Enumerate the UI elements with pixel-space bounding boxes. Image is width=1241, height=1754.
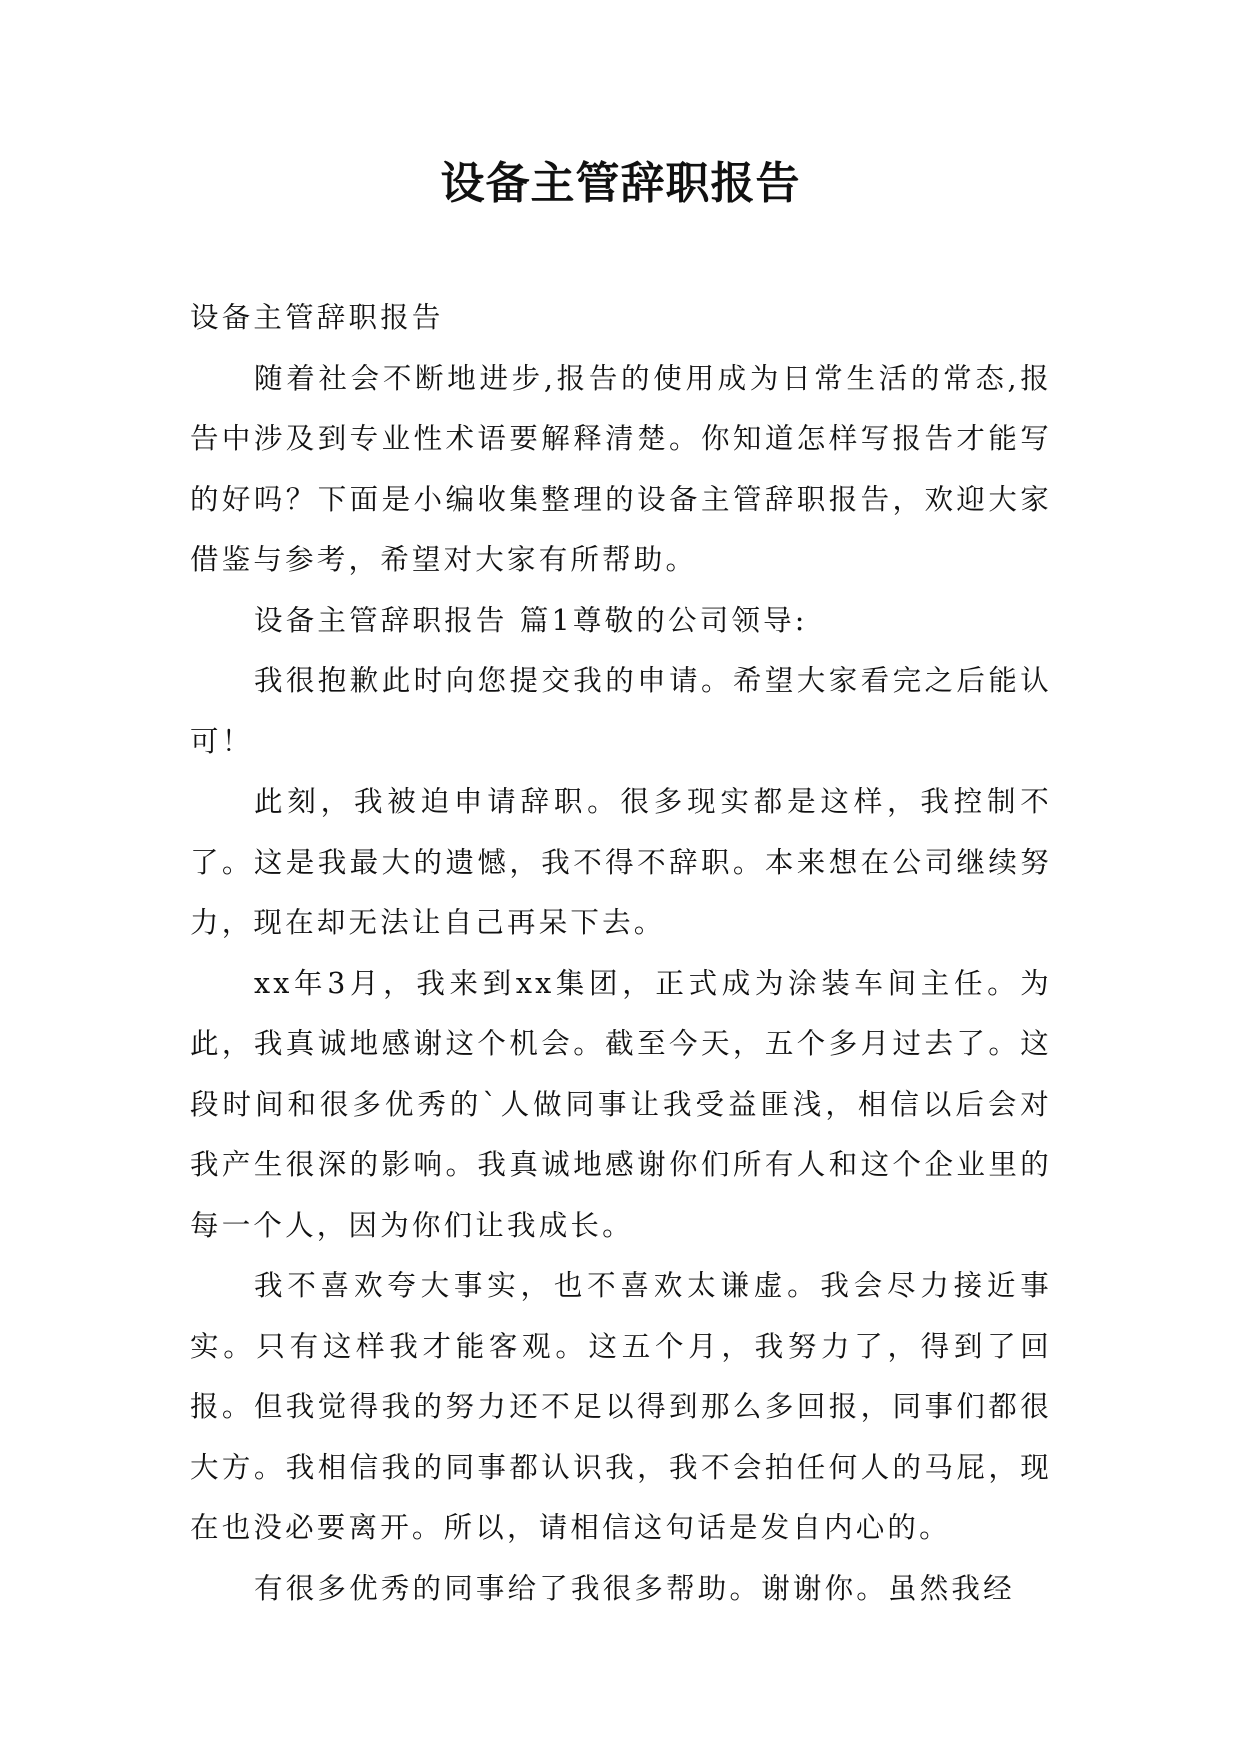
paragraph: 我不喜欢夸大事实，也不喜欢太谦虚。我会尽力接近事实。只有这样我才能客观。这五个月，我努力了，得到了回报。但我觉得我的努力还不足以得到那么多回报，同事们都很大方。我相信我的同事都认识我，我不会拍任何人的马屁，现在也没必要离开。所以，请相信这句话是发自内心的。 — [190, 1269, 1052, 1544]
paragraph: 我很抱歉此时向您提交我的申请。希望大家看完之后能认可！ — [190, 664, 1052, 758]
paragraph: 此刻，我被迫申请辞职。很多现实都是这样，我控制不了。这是我最大的遗憾，我不得不辞职。本来想在公司继续努力，现在却无法让自己再呆下去。 — [190, 785, 1052, 939]
paragraph: 有很多优秀的同事给了我很多帮助。谢谢你。虽然我经 — [254, 1571, 1015, 1605]
paragraph-intro: 随着社会不断地进步,报告的使用成为日常生活的常态,报告中涉及到专业性术语要解释清楚。你知道怎样写报告才能写的好吗？下面是小编收集整理的设备主管辞职报告，欢迎大家借鉴与参考，希望对大家有所帮助。 — [190, 361, 1052, 576]
paragraph-heading: 设备主管辞职报告 — [190, 301, 444, 334]
paragraph: xx年3月，我来到xx集团，正式成为涂装车间主任。为此，我真诚地感谢这个机会。截至今天，五个多月过去了。这段时间和很多优秀的`人做同事让我受益匪浅，相信以后会对我产生很深的影响。我真诚地感谢你们所有人和这个企业里的每一个人，因为你们让我成长。 — [190, 966, 1052, 1242]
document-body — [190, 288, 1052, 1619]
paragraph-salutation: 设备主管辞职报告 篇1尊敬的公司领导: — [254, 603, 808, 637]
document-title: 设备主管辞职报告 — [440, 158, 801, 209]
